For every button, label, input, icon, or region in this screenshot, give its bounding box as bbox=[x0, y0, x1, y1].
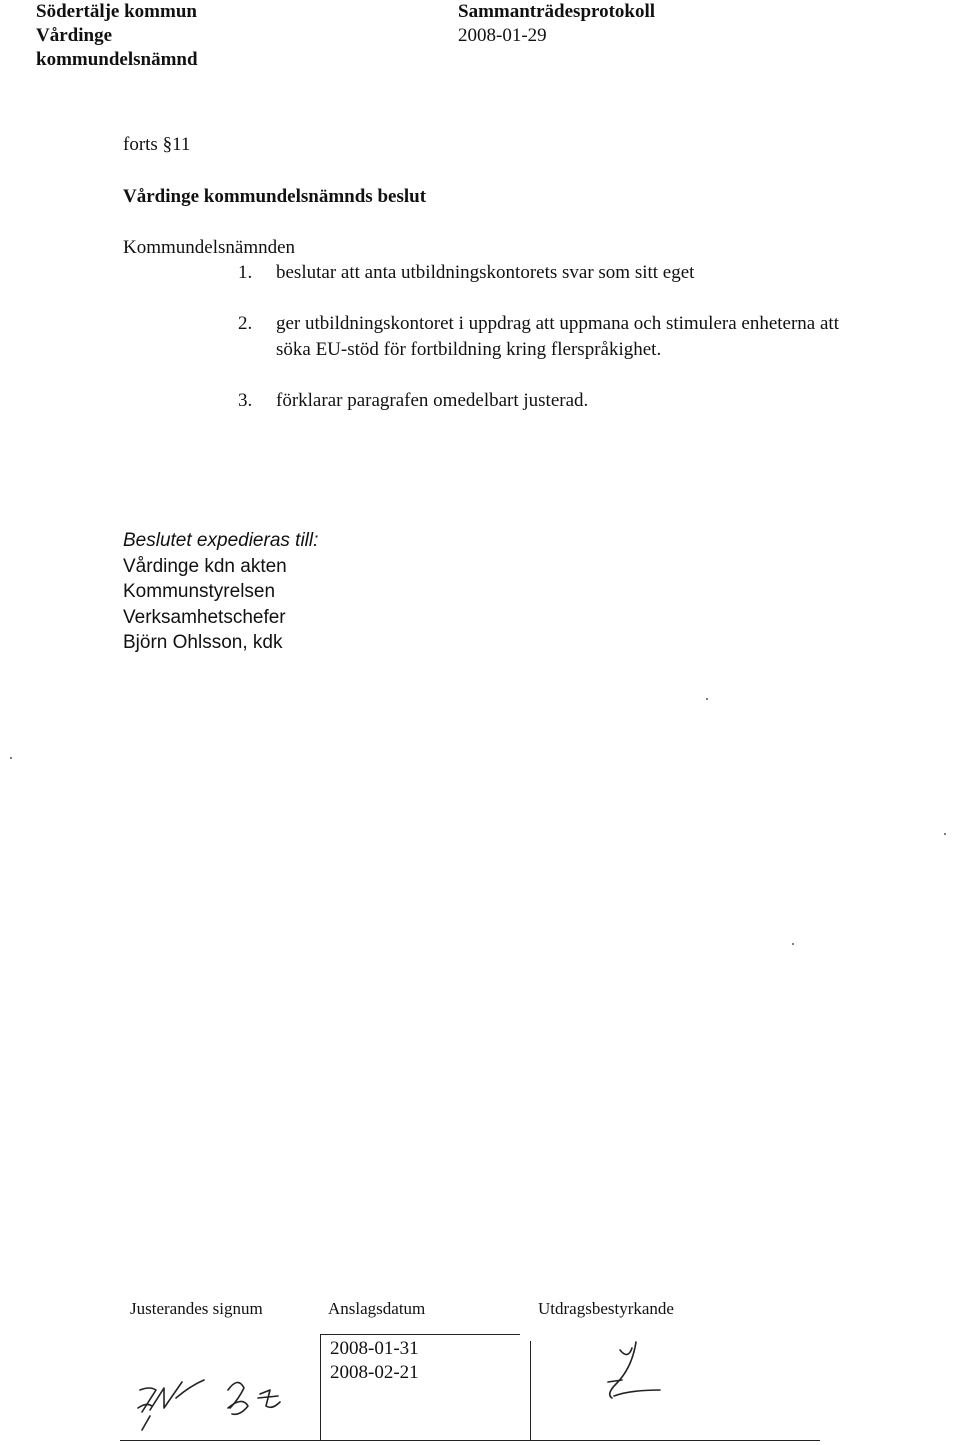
header-right bbox=[458, 0, 655, 48]
decision-heading: Vårdinge kommundelsnämnds beslut bbox=[123, 186, 427, 207]
section-ref: forts §11 bbox=[123, 134, 191, 155]
posted-date-to: 2008-02-21 bbox=[330, 1362, 419, 1383]
decision-item-3 bbox=[238, 388, 878, 414]
scan-speck bbox=[10, 757, 12, 759]
footer-col-posted-label: Anslagsdatum bbox=[328, 1299, 426, 1318]
meeting-date: 2008-01-29 bbox=[458, 25, 547, 46]
unit-name: Vårdinge bbox=[36, 25, 112, 46]
footer-divider-left bbox=[320, 1334, 321, 1441]
recipient: Kommunstyrelsen bbox=[123, 581, 276, 602]
witness-initial-signature bbox=[580, 1338, 680, 1418]
posted-date-from: 2008-01-31 bbox=[330, 1338, 419, 1359]
decision-item-1 bbox=[238, 260, 878, 286]
item-number: 1. bbox=[238, 262, 253, 283]
item-text: ger utbildningskontoret i uppdrag att uppmana och stimulera enheterna att söka EU-stöd för fortbildning kring flerspråkighet. bbox=[276, 313, 839, 360]
initials-signature bbox=[120, 1350, 310, 1440]
item-text: beslutar att anta utbildningskontorets svar som sitt eget bbox=[276, 262, 695, 283]
distribution-label: Beslutet expedieras till: bbox=[123, 530, 319, 551]
scan-speck bbox=[792, 943, 794, 945]
item-text: förklarar paragrafen omedelbart justerad. bbox=[276, 390, 589, 411]
org-name: Södertälje kommun bbox=[36, 1, 197, 22]
recipient: Verksamhetschefer bbox=[123, 606, 286, 628]
footer-divider-right bbox=[530, 1341, 531, 1441]
footer-col-signum-label: Justerandes signum bbox=[130, 1299, 263, 1318]
footer-bottom-rule bbox=[120, 1440, 820, 1441]
item-number: 2. bbox=[238, 313, 253, 334]
board-name: kommundelsnämnd bbox=[36, 49, 198, 70]
posted-dates bbox=[330, 1337, 419, 1385]
subject: Kommundelsnämnden bbox=[123, 237, 296, 258]
header-left bbox=[36, 0, 198, 72]
scan-speck bbox=[944, 833, 946, 835]
item-number: 3. bbox=[238, 390, 253, 411]
footer-top-rule bbox=[320, 1334, 520, 1335]
recipient: Vårdinge kdn akten bbox=[123, 555, 287, 577]
distribution-block bbox=[123, 528, 318, 656]
footer-col-extract-label: Utdragsbestyrkande bbox=[538, 1299, 674, 1318]
doc-type: Sammanträdesprotokoll bbox=[458, 1, 656, 22]
scan-speck bbox=[706, 698, 708, 700]
decision-item-2 bbox=[238, 311, 878, 363]
recipient: Björn Ohlsson, kdk bbox=[123, 632, 283, 653]
